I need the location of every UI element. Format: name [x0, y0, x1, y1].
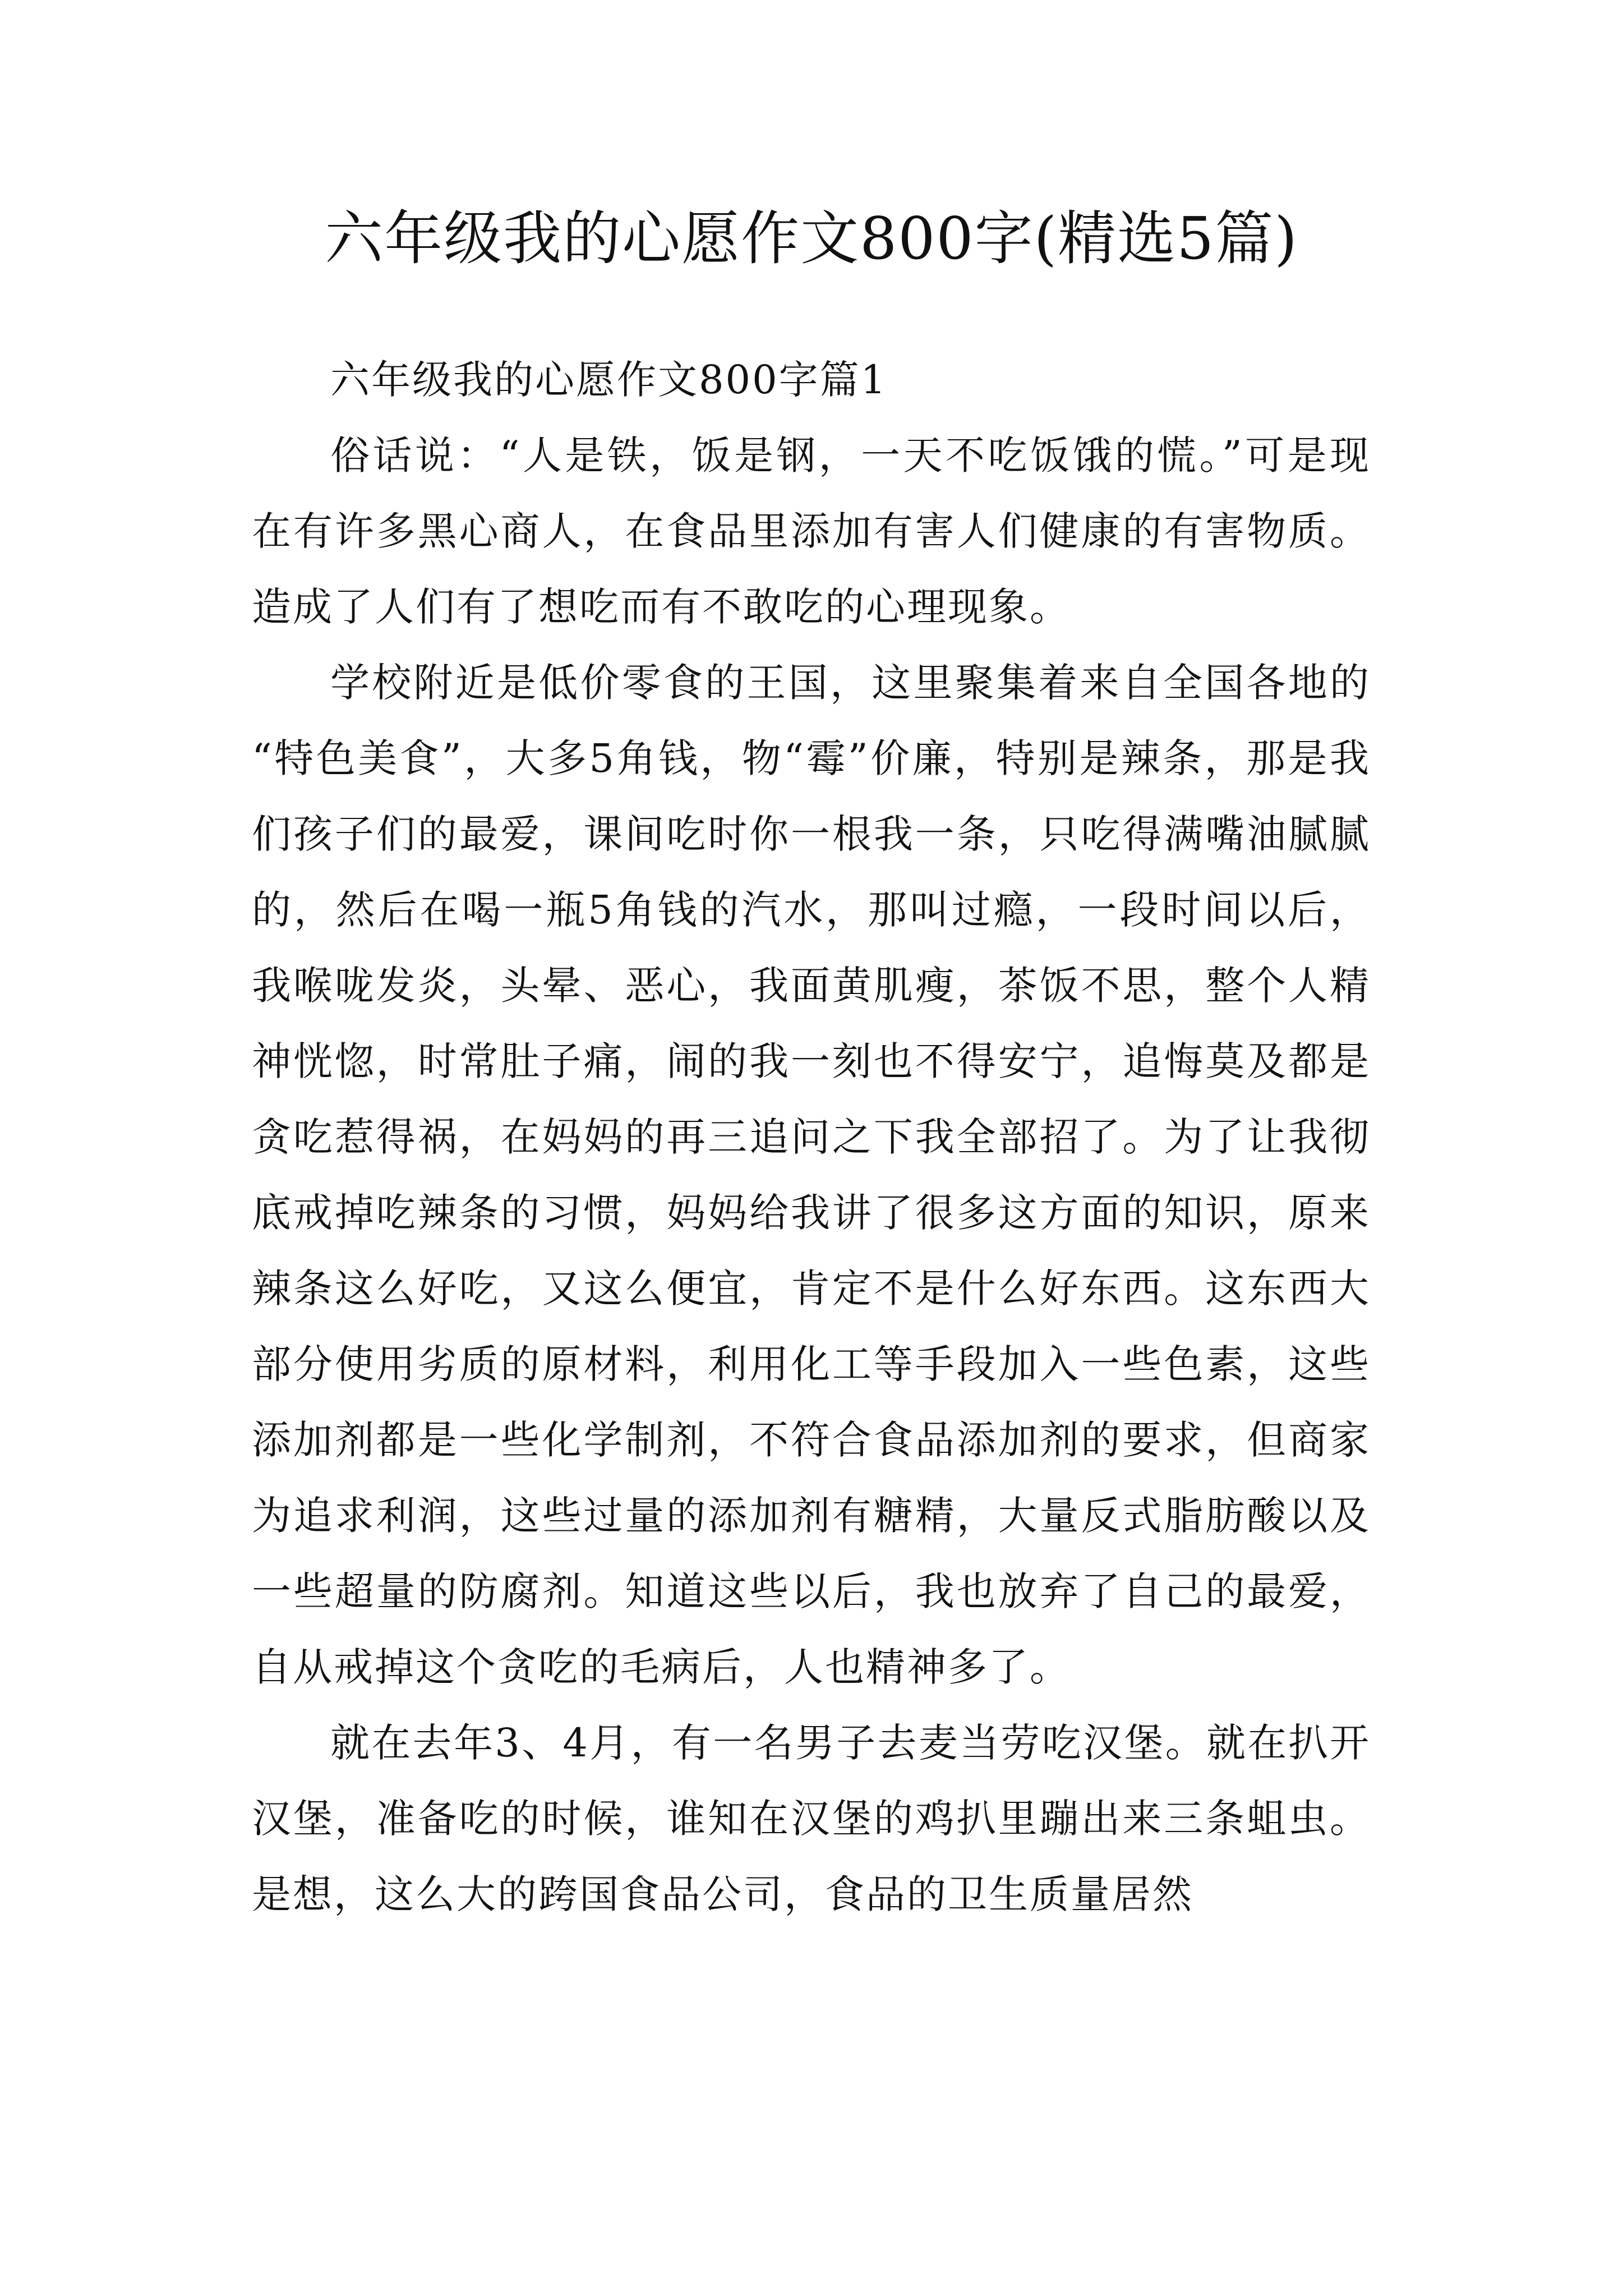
document-title: 六年级我的心愿作文800字(精选5篇) — [325, 204, 1298, 273]
paragraph: 学校附近是低价零食的王国，这里聚集着来自全国各地的“特色美食”，大多5角钱，物“霉”价廉，特别是辣条，那是我们孩子们的最爱，课间吃时你一根我一条，只吃得满嘴油腻腻的，然后在喝一瓶5角钱的汽水，那叫过瘾，一段时间以后，我喉咙发炎，头晕、恶心，我面黄肌瘦，茶饭不思，整个人精神恍惚，时常肚子痛，闹的我一刻也不得安宁，追悔莫及都是贪吃惹得祸，在妈妈的再三追问之下我全部招了。为了让我彻底戒掉吃辣条的习惯，妈妈给我讲了很多这方面的知识，原来辣条这么好吃，又这么便宜，肯定不是什么好东西。这东西大部分使用劣质的原材料，利用化工等手段加入一些色素，这些添加剂都是一些化学制剂，不符合食品添加剂的要求，但商家为追求利润，这些过量的添加剂有糖精，大量反式脂肪酸以及一些超量的防腐剂。知道这些以后，我也放弃了自己的最爱，自从戒掉这个贪吃的毛病后，人也精神多了。 — [252, 660, 1371, 1690]
section-heading: 六年级我的心愿作文800字篇1 — [330, 357, 888, 403]
paragraph: 俗话说：“人是铁，饭是钢，一天不吃饭饿的慌。”可是现在有许多黑心商人，在食品里添加有害人们健康的有害物质。造成了人们有了想吃而有不敢吃的心理现象。 — [252, 432, 1371, 630]
document-body — [252, 342, 1371, 1932]
paragraph: 就在去年3、4月，有一名男子去麦当劳吃汉堡。就在扒开汉堡，准备吃的时候，谁知在汉堡的鸡扒里蹦出来三条蛆虫。是想，这么大的跨国食品公司，食品的卫生质量居然 — [252, 1720, 1371, 1917]
